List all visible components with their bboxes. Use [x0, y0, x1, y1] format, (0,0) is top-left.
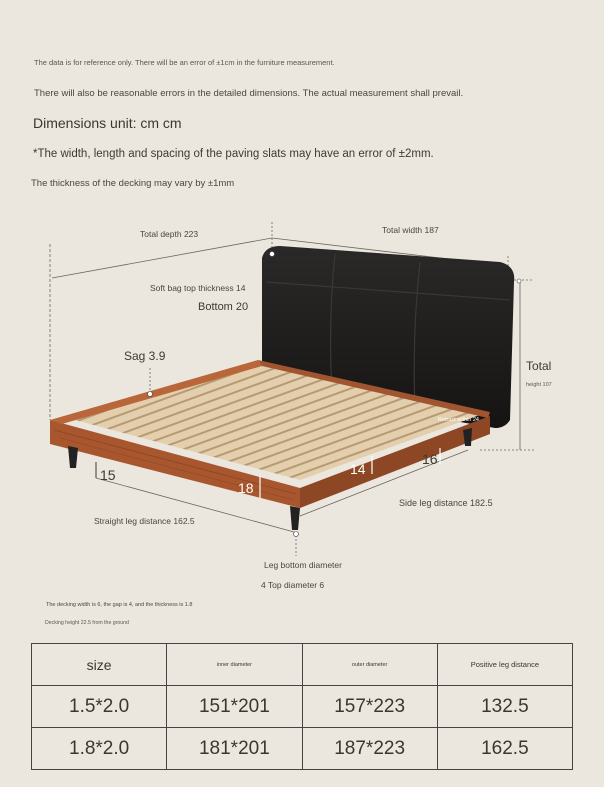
table-cell: 151*201	[167, 686, 302, 728]
table-cell: 162.5	[437, 728, 572, 770]
total-width-label: Total width 187	[382, 225, 439, 235]
table-cell: 132.5	[437, 686, 572, 728]
total-label: Total	[526, 359, 552, 373]
bottom-label: Bottom 20	[198, 301, 249, 313]
table-header-leg-distance: Positive leg distance	[437, 644, 572, 686]
size-spec-table	[31, 643, 573, 770]
leg-height-15-label: 15	[100, 467, 116, 483]
decking-spec-label: The decking width is 6, the gap is 4, and the thickness is 1.8	[46, 602, 193, 608]
table-header-outer-diameter: outer diameter	[302, 644, 437, 686]
table-cell: 181*201	[167, 728, 302, 770]
frame-16-label: 16	[422, 451, 438, 467]
table-cell: 157*223	[302, 686, 437, 728]
leg-bottom-diameter-label: Leg bottom diameter	[264, 560, 342, 570]
table-cell: 1.5*2.0	[32, 686, 167, 728]
table-row	[32, 728, 573, 770]
table-header-row	[32, 644, 573, 686]
straight-leg-distance-label: Straight leg distance 162.5	[94, 516, 195, 526]
table-cell: 1.8*2.0	[32, 728, 167, 770]
slats-error-note: *The width, length and spacing of the paving slats may have an error of ±2mm.	[33, 148, 434, 160]
frame-18-label: 18	[238, 480, 254, 496]
reference-note: The data is for reference only. There will be an error of ±1cm in the furniture measurement.	[34, 58, 335, 67]
table-cell: 187*223	[302, 728, 437, 770]
sag-label: Sag 3.9	[124, 349, 166, 363]
table-header-size: size	[32, 644, 167, 686]
soft-bag-top-label: Soft bag top thickness 14	[150, 283, 246, 293]
total-depth-label: Total depth 223	[140, 229, 199, 239]
dimensions-unit-title: Dimensions unit: cm cm	[33, 115, 182, 131]
total-height-label: height 107	[526, 382, 552, 388]
reasonable-errors-note: There will also be reasonable errors in the detailed dimensions. The actual measurement shall prevail.	[34, 88, 464, 99]
decking-thickness-note: The thickness of the decking may vary by ±1mm	[31, 178, 235, 189]
decking-height-label: Decking height 22.5 from the ground	[45, 620, 129, 626]
frame-14-label: 14	[350, 461, 366, 477]
top-diameter-label: 4 Top diameter 6	[261, 580, 325, 590]
retract-label: Retract within 24	[438, 417, 479, 423]
table-row	[32, 686, 573, 728]
bed-dimension-diagram	[0, 200, 604, 626]
side-leg-distance-label: Side leg distance 182.5	[399, 498, 493, 508]
table-header-inner-diameter: inner diameter	[167, 644, 302, 686]
